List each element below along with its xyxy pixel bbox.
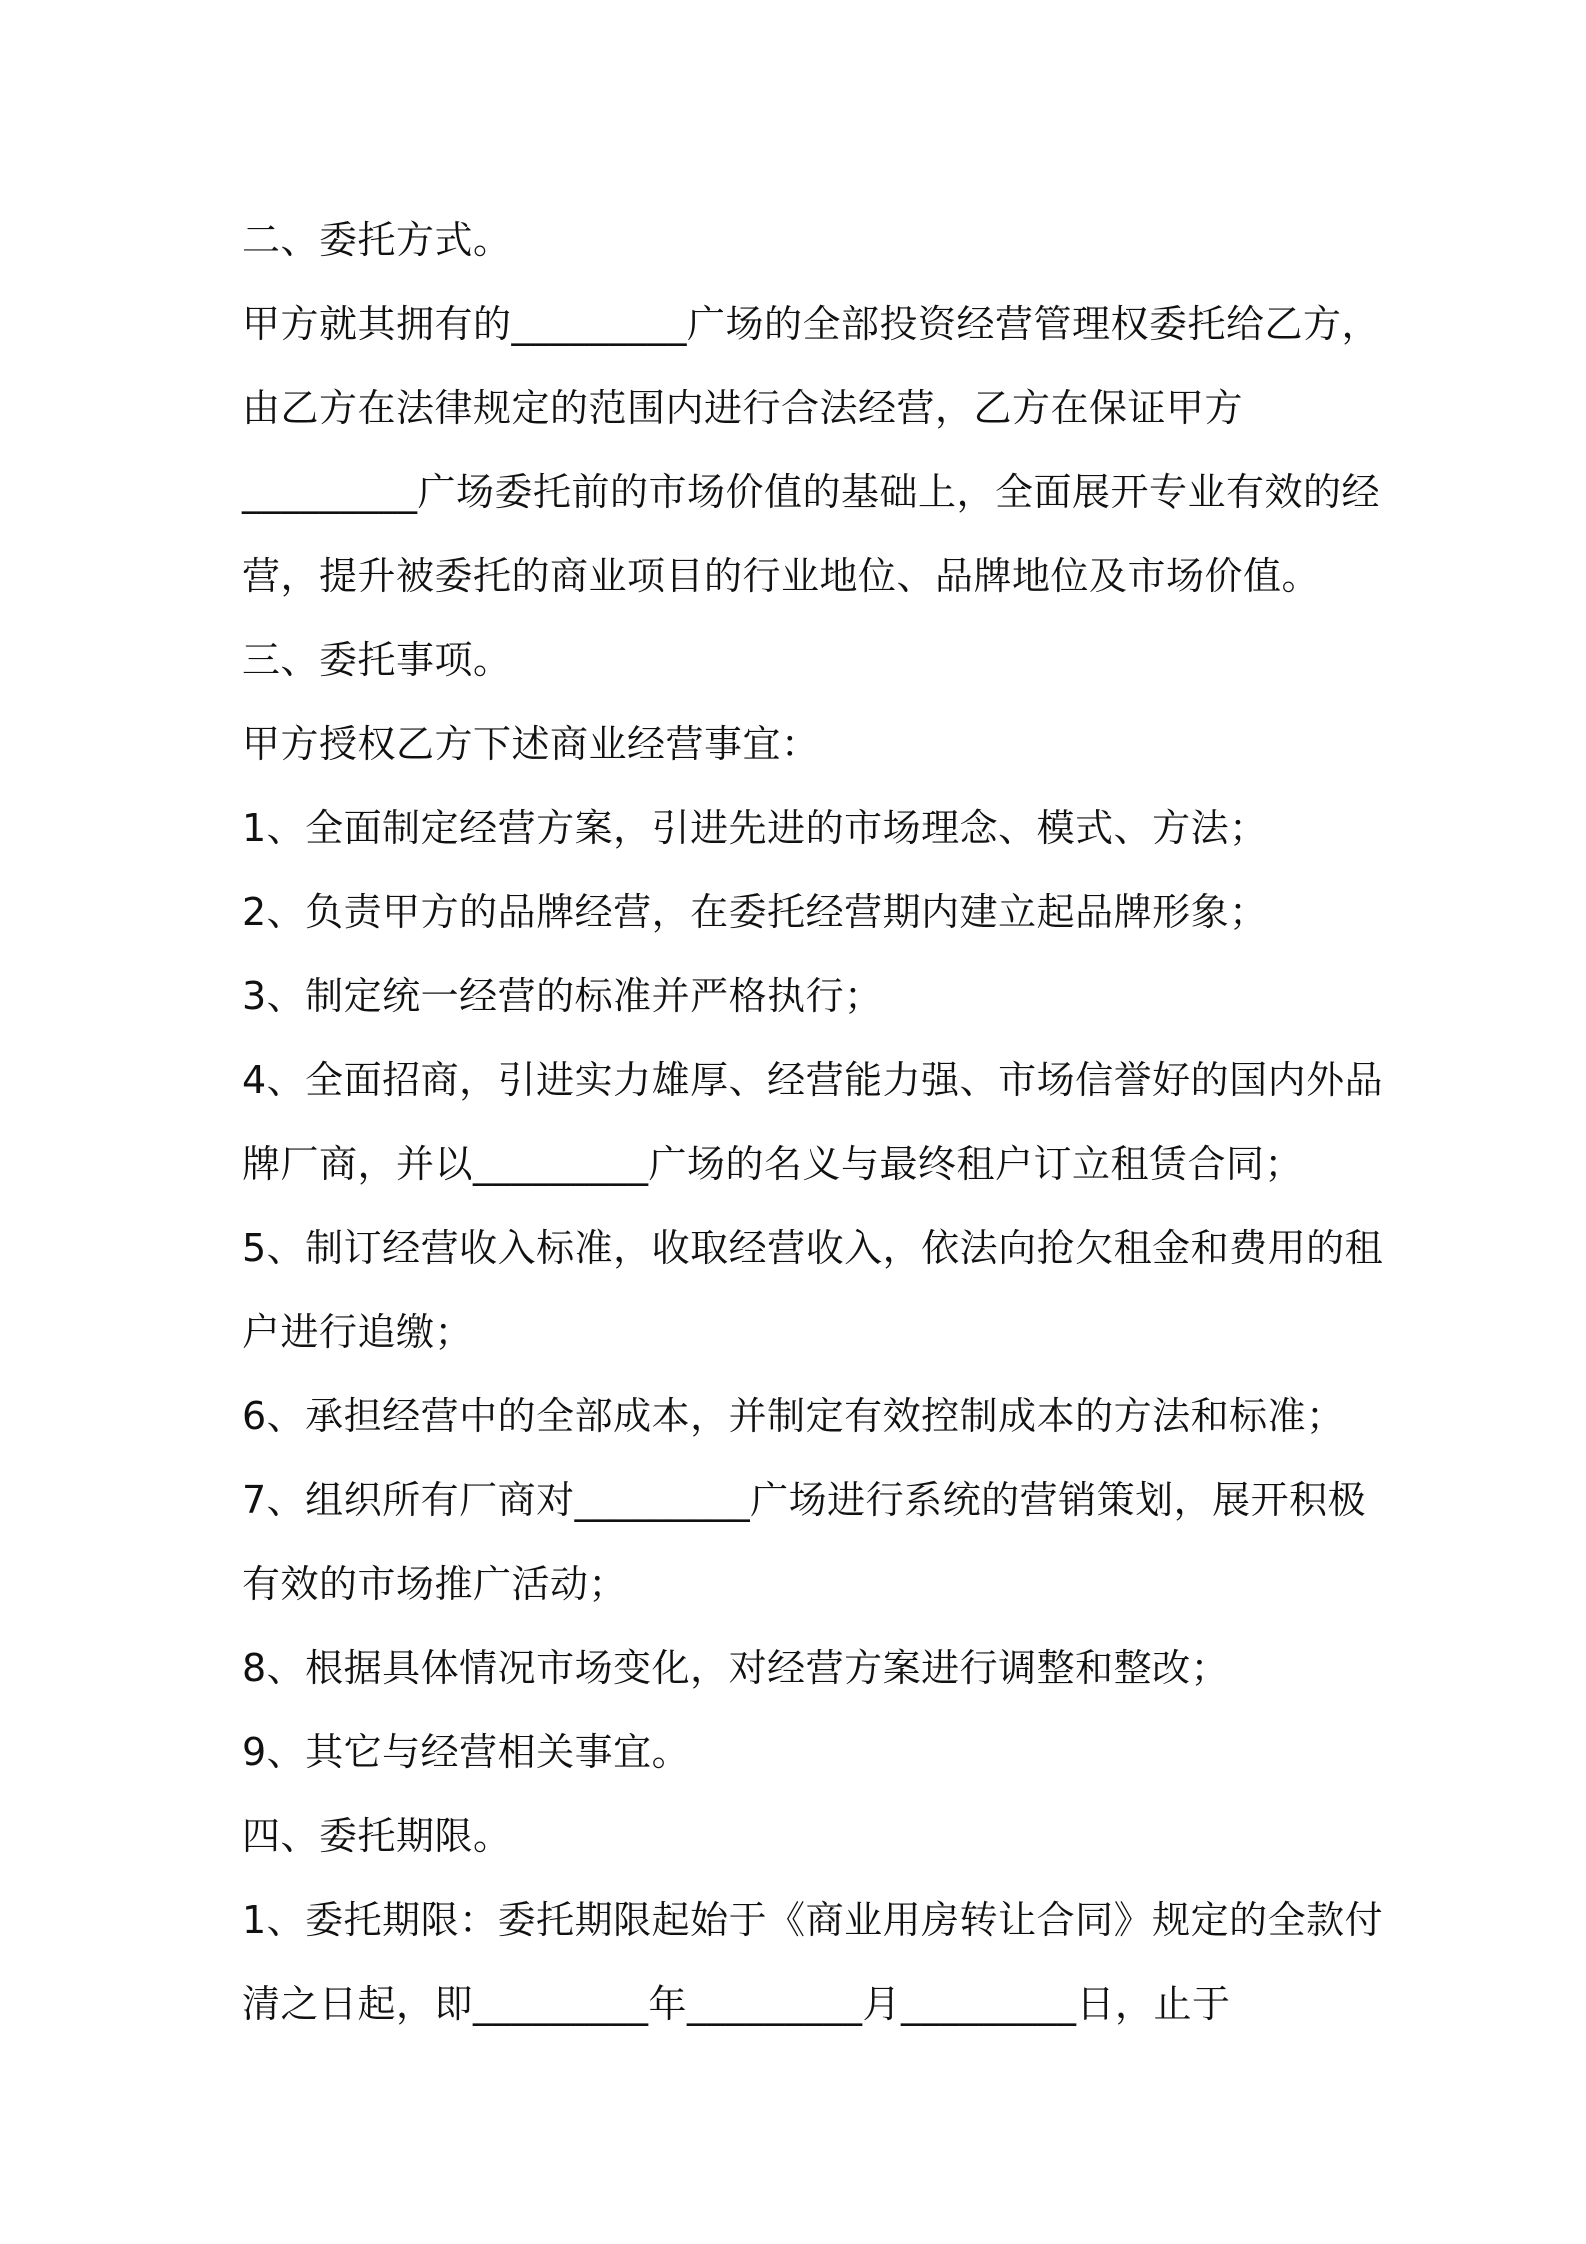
paragraph-line: 甲方就其拥有的_________广场的全部投资经营管理权委托给乙方， — [242, 302, 1381, 346]
document-body — [242, 198, 1384, 2046]
list-item: 5、制订经营收入标准，收取经营收入，依法向抢欠租金和费用的租 — [242, 1226, 1384, 1270]
section-heading-2: 二、委托方式。 — [242, 218, 512, 262]
list-item: 8、根据具体情况市场变化，对经营方案进行调整和整改； — [242, 1646, 1230, 1690]
list-item: 9、其它与经营相关事宜。 — [242, 1730, 691, 1774]
list-item: 1、全面制定经营方案，引进先进的市场理念、模式、方法； — [242, 806, 1268, 850]
list-item-continuation: 户进行追缴； — [242, 1310, 474, 1354]
list-item: 7、组织所有厂商对_________广场进行系统的营销策划，展开积极 — [242, 1478, 1367, 1522]
paragraph-line: 由乙方在法律规定的范围内进行合法经营，乙方在保证甲方 — [242, 386, 1244, 430]
list-item-continuation: 清之日起，即_________年_________月_________日，止于 — [242, 1982, 1231, 2026]
section-heading-3: 三、委托事项。 — [242, 638, 512, 682]
list-item-continuation: 有效的市场推广活动； — [242, 1562, 628, 1606]
list-item: 3、制定统一经营的标准并严格执行； — [242, 974, 883, 1018]
list-item: 1、委托期限：委托期限起始于《商业用房转让合同》规定的全款付 — [242, 1898, 1384, 1942]
list-item: 2、负责甲方的品牌经营，在委托经营期内建立起品牌形象； — [242, 890, 1268, 934]
paragraph-line: _________广场委托前的市场价值的基础上，全面展开专业有效的经 — [242, 470, 1381, 514]
paragraph-line: 甲方授权乙方下述商业经营事宜： — [242, 722, 820, 766]
section-heading-4: 四、委托期限。 — [242, 1814, 512, 1858]
list-item: 6、承担经营中的全部成本，并制定有效控制成本的方法和标准； — [242, 1394, 1345, 1438]
list-item-continuation: 牌厂商，并以_________广场的名义与最终租户订立租赁合同； — [242, 1142, 1304, 1186]
paragraph-line: 营，提升被委托的商业项目的行业地位、品牌地位及市场价值。 — [242, 554, 1321, 598]
list-item: 4、全面招商，引进实力雄厚、经营能力强、市场信誉好的国内外品 — [242, 1058, 1384, 1102]
